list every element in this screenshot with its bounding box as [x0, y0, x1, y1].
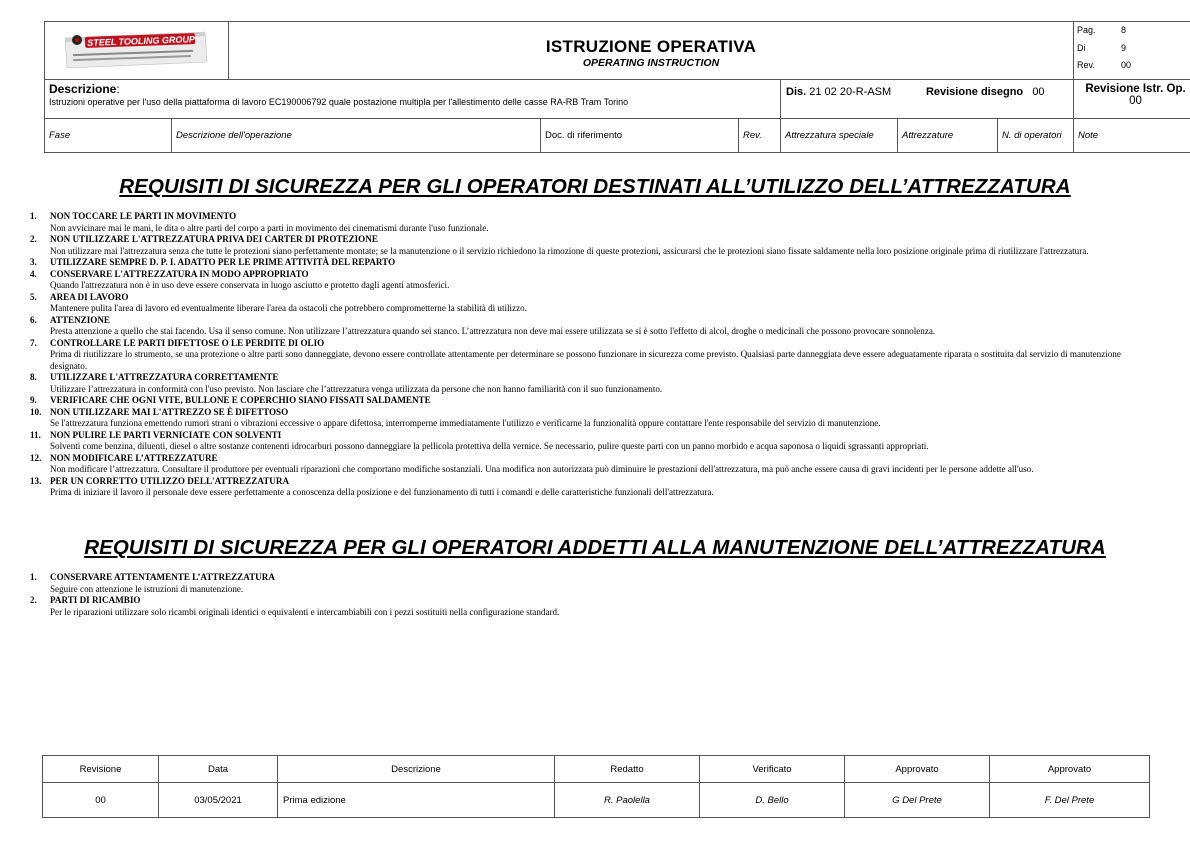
footer-approvato-1-value: G Del Prete — [845, 783, 990, 818]
table-row — [43, 783, 1150, 818]
list-item — [30, 338, 1150, 373]
item-title: CONSERVARE L'ATTREZZATURA IN MODO APPROPRIATO — [50, 268, 309, 279]
column-header-operatori: N. di operatori — [998, 119, 1074, 153]
list-item — [30, 407, 1150, 430]
list-item — [30, 211, 1150, 234]
item-text: Prima di riutilizzare lo strumento, se una protezione o altre parti sono danneggiate, devono essere controllate attentamente per determinare se possono funzionare in sicurezza come previsto. Qualsiasi parte danneggiata deve essere adeguatamente riparata o sostituita dal servizio di manutenzione designato. — [50, 349, 1121, 371]
item-text: Per le riparazioni utilizzare solo ricambi originali identici o equivalenti e intercambiabili con i pezzi sostituiti nella configurazione standard. — [50, 606, 560, 617]
item-text: Non utilizzare mai l'attrezzatura senza che tutte le protezioni siano perfettamente montate; se la manutenzione o il servizio richiedono la rimozione di queste protezioni, assicurarsi che le protezioni siano fissate saldamente nella loro posizione originale prima di riutilizzare l'attrezzatura. — [50, 245, 1089, 256]
document-title: ISTRUZIONE OPERATIVA — [545, 36, 757, 56]
item-number: 5. — [30, 291, 37, 302]
footer-header-descrizione: Descrizione — [278, 756, 555, 783]
section-title-usage: REQUISITI DI SICUREZZA PER GLI OPERATORI DESTINATI ALL’UTILIZZO DELL’ATTREZZATURA — [119, 175, 1071, 198]
item-text: Mantenere pulita l'area di lavoro ed eventualmente liberare l'area da ostacoli che potrebbero comprometterne la stabilità di utilizzo. — [50, 303, 527, 313]
item-title: PARTI DI RICAMBIO — [50, 595, 141, 605]
item-title: NON UTILIZZARE L'ATTREZZATURA PRIVA DEI CARTER DI PROTEZIONE — [50, 234, 378, 244]
title-cell — [229, 22, 1074, 80]
item-number: 11. — [30, 429, 41, 440]
footer-header-approvato-1: Approvato — [845, 756, 990, 783]
footer-approvato-2-value: F. Del Prete — [990, 783, 1150, 818]
description-cell — [45, 80, 781, 119]
list-item — [30, 430, 1150, 453]
pag-value: 8 — [1121, 25, 1127, 35]
header-table — [44, 21, 1190, 153]
column-header-doc: Doc. di riferimento — [541, 119, 739, 153]
item-text: Prima di iniziare il lavoro il personale deve essere perfettamente a conoscenza della posizione e del funzionamento di tutti i comandi e delle caratteristiche funzionali dell'attrezzatura. — [50, 487, 714, 497]
list-item — [30, 476, 1150, 499]
list-item — [30, 315, 1150, 338]
di-value: 9 — [1121, 42, 1127, 53]
item-number: 1. — [30, 572, 37, 582]
column-header-fase: Fase — [45, 119, 172, 153]
item-number: 2. — [30, 595, 37, 605]
item-title: CONTROLLARE LE PARTI DIFETTOSE O LE PERDITE DI OLIO — [50, 337, 325, 348]
description-text: Istruzioni operative per l'uso della piattaforma di lavoro EC190006792 quale postazione multipla per l'allestimento delle casse RA-RB Tram Torino — [49, 97, 629, 107]
drawing-number: 21 02 20-R-ASM — [809, 86, 892, 98]
item-title: NON PULIRE LE PARTI VERNICIATE CON SOLVENTI — [50, 429, 282, 440]
item-number: 12. — [30, 452, 42, 463]
di-label: Di — [1077, 42, 1086, 53]
item-title: UTILIZZARE SEMPRE D. P. I. ADATTO PER LE PRIME ATTIVITÀ DEL REPARTO — [50, 257, 396, 267]
item-number: 10. — [30, 406, 42, 417]
item-number: 8. — [30, 372, 37, 382]
revision-table — [42, 755, 1150, 818]
item-title: UTILIZZARE L'ATTREZZATURA CORRETTAMENTE — [50, 372, 279, 382]
item-text: Non modificare l’attrezzatura. Consultare il produttore per eventuali riparazioni che comportano modifiche sostanziali. Una modifica non autorizzata può diminuire le prestazioni dell'attrezzatura, ma può anche essere causa di gravi incidenti per le persone addette all'uso. — [50, 464, 1034, 474]
item-text: Se l'attrezzatura funziona emettendo rumori strani o vibrazioni eccessive o appare difettosa, interromperne immediatamente l'utilizzo e verificarne la funzionalità oppure contattare l'ente responsabile del servizio di manutenzione. — [50, 418, 881, 428]
document-subtitle: OPERATING INSTRUCTION — [582, 56, 720, 69]
list-item — [30, 395, 1150, 407]
list-item — [30, 372, 1150, 395]
footer-header-verificato: Verificato — [700, 756, 845, 783]
company-logo — [61, 28, 211, 70]
description-colon: : — [116, 82, 120, 96]
rev-value: 00 — [1121, 60, 1132, 70]
item-title: PER UN CORRETTO UTILIZZO DELL'ATTREZZATURA — [50, 475, 290, 486]
footer-header-approvato-2: Approvato — [990, 756, 1150, 783]
item-title: NON MODIFICARE L’ATTREZZATURE — [50, 452, 218, 463]
list-item — [30, 257, 1150, 269]
item-number: 3. — [30, 257, 37, 267]
drawing-revision-cell — [898, 80, 1074, 119]
column-header-descrizione: Descrizione dell'operazione — [172, 119, 541, 153]
list-item — [30, 595, 1150, 618]
item-text: Utilizzare l’attrezzatura in conformità con l'uso previsto. Non lasciare che l’attrezzatura venga utilizzata da persone che non hanno familiarità con il suo funzionamento. — [50, 383, 663, 394]
usage-requirements-list — [30, 211, 1150, 499]
list-item — [30, 572, 1150, 595]
item-title: ATTENZIONE — [50, 314, 110, 325]
column-header-rev: Rev. — [739, 119, 781, 153]
item-title: NON UTILIZZARE MAI L'ATTREZZO SE È DIFETTOSO — [50, 406, 289, 417]
item-number: 1. — [30, 211, 37, 221]
footer-description-value: Prima edizione — [278, 783, 555, 818]
drawing-revision-label: Revisione disegno — [925, 86, 1024, 98]
footer-redatto-value: R. Paolella — [555, 783, 700, 818]
item-text: Quando l'attrezzatura non è in uso deve essere conservata in luogo asciutto e protetto dagli agenti atmosferici. — [50, 280, 450, 290]
list-item — [30, 234, 1150, 257]
list-item — [30, 292, 1150, 315]
item-title: CONSERVARE ATTENTAMENTE L’ATTREZZATURA — [50, 572, 275, 582]
item-title: AREA DI LAVORO — [50, 291, 129, 302]
item-text: Solventi come benzina, diluenti, diesel o altre sostanze contenenti idrocarburi possono danneggiare la pellicola protettiva della vernice. Se necessario, pulire queste parti con un panno morbido e acqua saponosa o liquidi sgrassanti appropriati. — [50, 441, 929, 451]
item-number: 6. — [30, 314, 37, 325]
column-header-attrezzatura-speciale: Attrezzatura speciale — [781, 119, 898, 153]
maintenance-requirements-list — [30, 572, 1150, 618]
list-item — [30, 453, 1150, 476]
rev-label: Rev. — [1077, 60, 1095, 70]
footer-header-redatto: Redatto — [555, 756, 700, 783]
list-item — [30, 269, 1150, 292]
footer-date-value: 03/05/2021 — [159, 783, 278, 818]
footer-verificato-value: D. Bello — [700, 783, 845, 818]
drawing-revision-value: 00 — [1032, 86, 1045, 98]
pag-label: Pag. — [1077, 25, 1096, 35]
description-label: Descrizione — [49, 82, 117, 96]
column-header-attrezzature: Attrezzature — [898, 119, 998, 153]
instruction-revision-value: 00 — [1129, 95, 1142, 107]
item-text: Seguire con attenzione le istruzioni di manutenzione. — [50, 583, 244, 594]
item-number: 9. — [30, 395, 37, 405]
footer-revision-value: 00 — [43, 783, 159, 818]
drawing-label: Dis. — [786, 86, 807, 98]
item-number: 7. — [30, 337, 37, 348]
drawing-number-cell — [781, 80, 898, 119]
item-number: 13. — [30, 475, 42, 486]
instruction-revision-cell — [1074, 80, 1190, 119]
item-title: VERIFICARE CHE OGNI VITE, BULLONE E COPERCHIO SIANO FISSATI SALDAMENTE — [50, 395, 431, 405]
column-header-note: Note — [1074, 119, 1190, 153]
item-text: Presta attenzione a quello che stai facendo. Usa il senso comune. Non utilizzare l’attrezzatura quando sei stanco. L’attrezzatura non deve mai essere utilizzata se si è sotto l'effetto di alcol, droghe o medicinali che possono provocare sonnolenza. — [50, 326, 936, 336]
item-title: NON TOCCARE LE PARTI IN MOVIMENTO — [50, 211, 237, 221]
footer-header-data: Data — [159, 756, 278, 783]
section-title-maintenance: REQUISITI DI SICUREZZA PER GLI OPERATORI ADDETTI ALLA MANUTENZIONE DELL’ATTREZZATURA — [84, 536, 1106, 559]
item-number: 4. — [30, 268, 37, 279]
instruction-revision-label: Revisione Istr. Op. — [1085, 83, 1186, 95]
item-text: Non avvicinare mai le mani, le dita o altre parti del corpo a parti in movimento dei cinematismi durante l'uso funzionale. — [50, 222, 489, 233]
footer-header-revisione: Revisione — [43, 756, 159, 783]
page-info — [1074, 22, 1190, 80]
logo-text: STEEL TOOLING GROUP — [87, 34, 196, 48]
item-number: 2. — [30, 234, 37, 244]
revision-table-header-row — [43, 756, 1150, 783]
